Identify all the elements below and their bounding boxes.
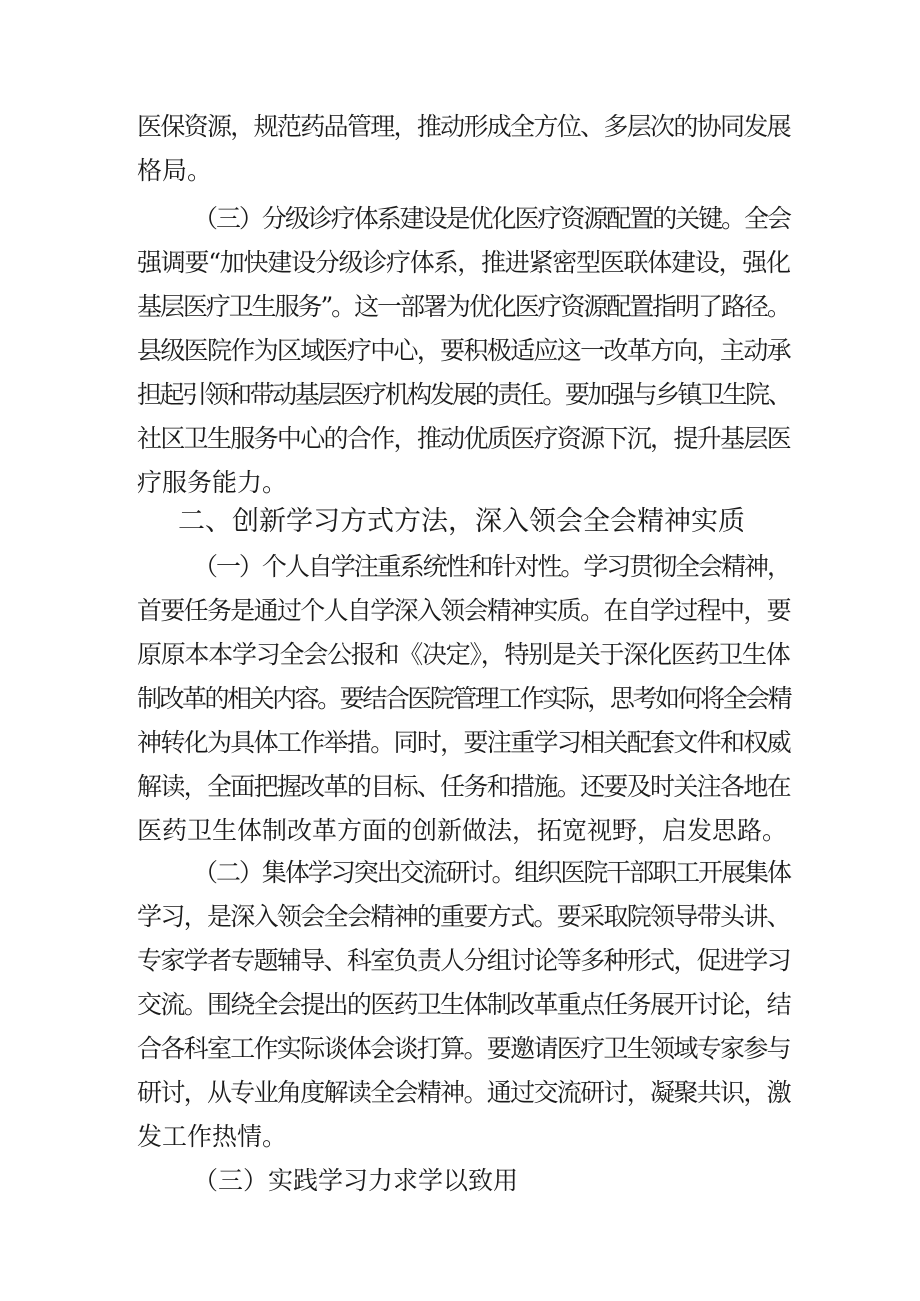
text-span: 交流。围绕全会提出的医药卫生体制改革重点任务展开讨论，结 [137, 990, 790, 1019]
text-span: 制改革的相关内容。要结合医院管理工作实际，思考如何将全会精 [137, 684, 791, 713]
body-text-line [0, 765, 920, 809]
body-text-line [0, 721, 920, 765]
text-span: 原原本本学习全会公报和《决定》，特别是关于深化医药卫生体 [137, 640, 790, 669]
body-text-line [0, 373, 920, 417]
text-span: 合各科室工作实际谈体会谈打算。要邀请医疗卫生领域专家参与 [137, 1034, 790, 1063]
text-span: 担起引领和带动基层医疗机构发展的责任。要加强与乡镇卫生院、 [137, 380, 791, 409]
text-span: 神转化为具体工作举措。同时，要注重学习相关配套文件和权威 [137, 728, 790, 757]
body-text-line [0, 545, 920, 589]
text-span: （一）个人自学注重系统性和针对性。学习贯彻全会精神， [193, 552, 790, 581]
text-span: （二）集体学习突出交流研讨。组织医院干部职工开展集体 [193, 858, 790, 887]
text-span: 社区卫生服务中心的合作，推动优质医疗资源下沉，提升基层医 [137, 424, 790, 453]
body-text-line [0, 197, 920, 241]
body-text-line [0, 241, 920, 285]
body-text-line [0, 329, 920, 373]
body-text-line [0, 149, 920, 193]
text-span: 疗服务能力。 [137, 468, 288, 497]
text-span: 强调要“加快建设分级诊疗体系，推进紧密型医联体建设，强化 [137, 248, 790, 277]
body-text-line [0, 1071, 920, 1115]
body-text-line [0, 633, 920, 677]
text-span: 专家学者专题辅导、科室负责人分组讨论等多种形式，促进学习 [137, 946, 790, 975]
text-span: 医药卫生体制改革方面的创新做法，拓宽视野，启发思路。 [137, 816, 788, 845]
section-heading-text: 二、创新学习方式方法，深入领会全会精神实质 [178, 506, 745, 537]
text-span: 医保资源，规范药品管理，推动形成全方位、多层次的协同发展 [137, 112, 790, 141]
body-text-line [0, 809, 920, 853]
text-span: 学习，是深入领会全会精神的重要方式。要采取院领导带头讲、 [137, 902, 790, 931]
text-span: 格局。 [137, 156, 213, 185]
body-text-line [0, 939, 920, 983]
body-text-line [0, 1027, 920, 1071]
body-text-line [0, 285, 920, 329]
body-text-line [0, 851, 920, 895]
section-heading [0, 500, 920, 544]
text-span: 县级医院作为区域医疗中心，要积极适应这一改革方向，主动承 [137, 336, 790, 365]
body-text-line [0, 589, 920, 633]
text-span: 研讨，从专业角度解读全会精神。通过交流研讨，凝聚共识，激 [137, 1078, 790, 1107]
body-text-line [0, 677, 920, 721]
body-text-line [0, 1159, 920, 1203]
body-text-line [0, 983, 920, 1027]
text-span: 解读，全面把握改革的目标、任务和措施。还要及时关注各地在 [137, 772, 790, 801]
text-span: （三）分级诊疗体系建设是优化医疗资源配置的关键。全会 [193, 204, 790, 233]
text-span: （三）实践学习力求学以致用 [193, 1166, 519, 1195]
body-text-line [0, 1115, 920, 1159]
body-text-line [0, 417, 920, 461]
body-text-line [0, 461, 920, 505]
text-span: 基层医疗卫生服务”。这一部署为优化医疗资源配置指明了路径。 [137, 292, 790, 321]
body-text-line [0, 895, 920, 939]
body-text-line [0, 105, 920, 149]
text-span: 发工作热情。 [137, 1122, 288, 1151]
text-span: 首要任务是通过个人自学深入领会精神实质。在自学过程中，要 [137, 596, 790, 625]
